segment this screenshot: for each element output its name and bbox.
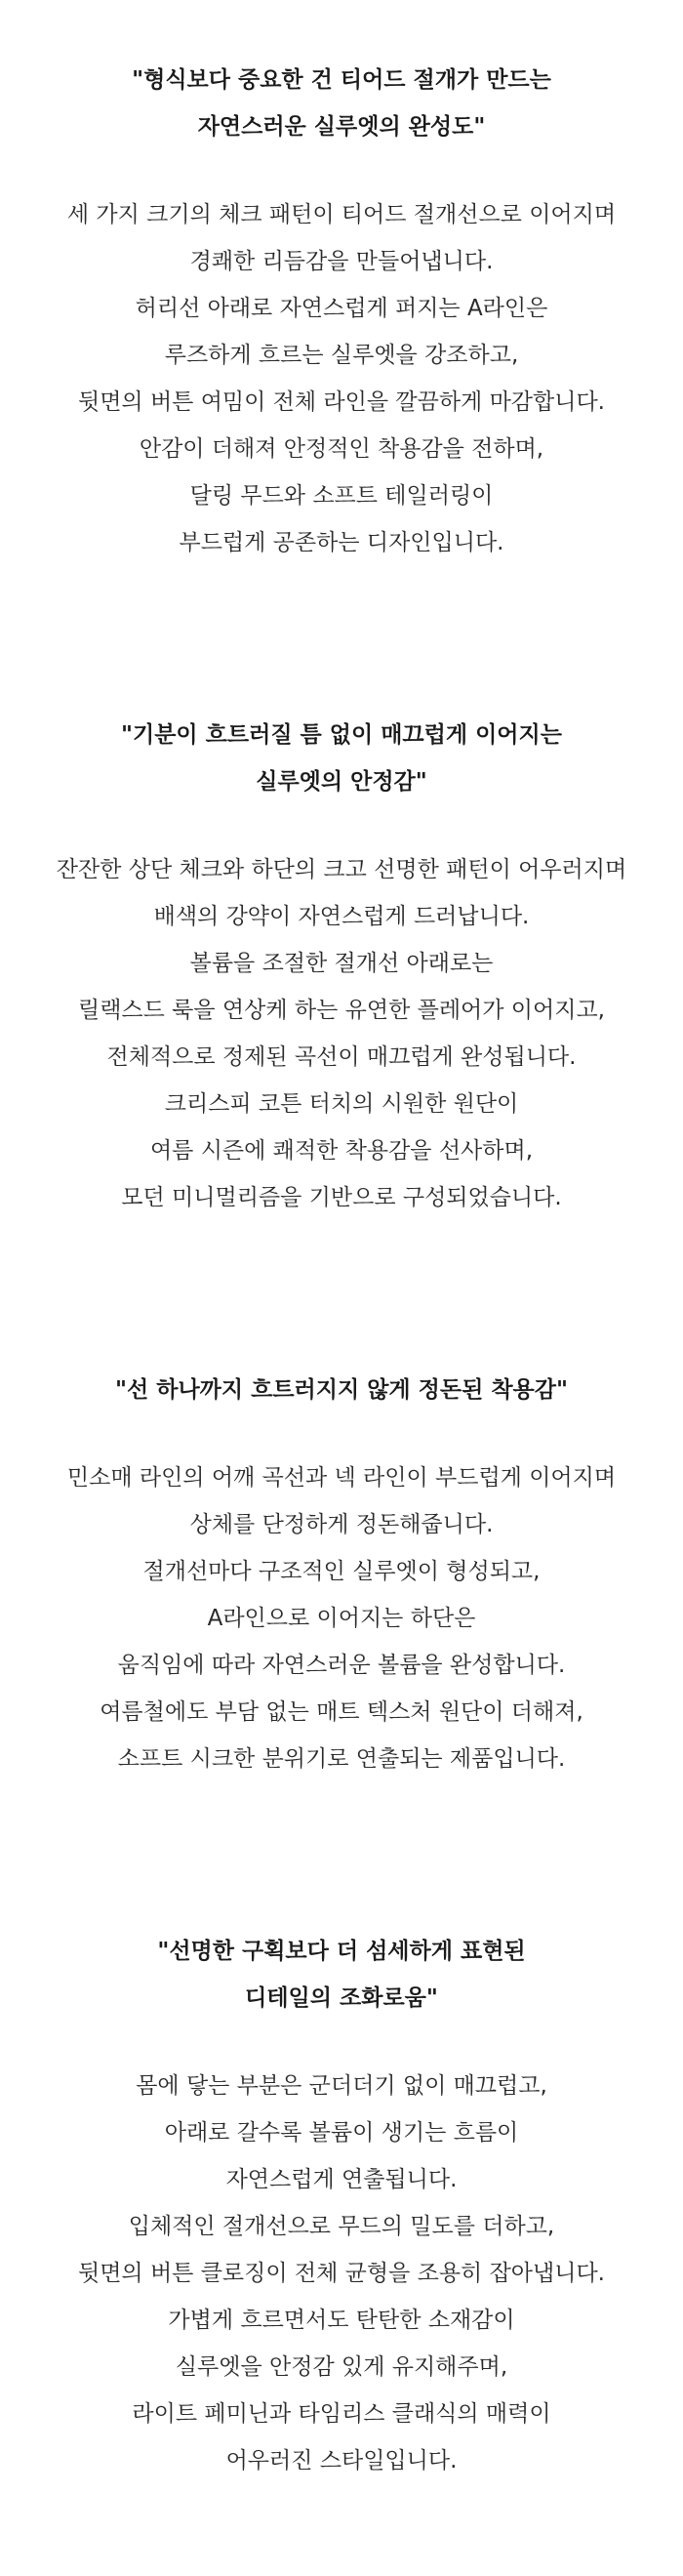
- description-section-4: [0, 1928, 683, 2484]
- section-body: [0, 191, 683, 566]
- section-body-line: 경쾌한 리듬감을 만들어냅니다.: [189, 249, 494, 274]
- section-body: [0, 2063, 683, 2484]
- section-body-line: 잔잔한 상단 체크와 하단의 크고 선명한 패턴이 어우러지며: [56, 857, 627, 882]
- section-body-line: 민소매 라인의 어깨 곡선과 넥 라인이 부드럽게 이어지며: [66, 1465, 617, 1491]
- section-body-line: 루즈하게 흐르는 실루엣을 강조하고,: [164, 343, 519, 368]
- section-body-line: A라인으로 이어지는 하단은: [207, 1606, 476, 1631]
- section-body-line: 절개선마다 구조적인 실루엣이 형성되고,: [142, 1559, 541, 1584]
- section-body: [0, 1454, 683, 1782]
- section-body-line: 가볍게 흐르면서도 탄탄한 소재감이: [168, 2308, 515, 2333]
- section-body-line: 달링 무드와 소프트 테일러링이: [189, 483, 494, 509]
- section-body-line: 릴랙스드 룩을 연상케 하는 유연한 플레어가 이어지고,: [78, 998, 605, 1023]
- section-body-line: 아래로 갈수록 볼륨이 생기는 흐름이: [164, 2120, 519, 2146]
- section-body-line: 여름 시즌에 쾌적한 착용감을 선사하며,: [149, 1138, 534, 1164]
- description-section-3: [0, 1367, 683, 1782]
- section-body-line: 배색의 강약이 자연스럽게 드러납니다.: [153, 904, 530, 929]
- section-title-line: "형식보다 중요한 건 티어드 절개가 만드는: [132, 67, 551, 93]
- section-title: [0, 712, 683, 805]
- section-title: [0, 1928, 683, 2022]
- section-body: [0, 846, 683, 1221]
- section-body-line: 어우러진 스타일입니다.: [225, 2448, 458, 2474]
- section-title-line: "기분이 흐트러질 틈 없이 매끄럽게 이어지는: [121, 722, 562, 748]
- section-title-line: "선명한 구획보다 더 섬세하게 표현된: [157, 1939, 526, 1964]
- section-title-line: 실루엣의 안정감": [256, 769, 427, 795]
- section-body-line: 라이트 페미닌과 타임리스 클래식의 매력이: [132, 2401, 551, 2427]
- section-body-line: 안감이 더해져 안정적인 착용감을 전하며,: [139, 436, 544, 462]
- section-title-line: 디테일의 조화로움": [245, 1985, 438, 2011]
- section-body-line: 볼륨을 조절한 절개선 아래로는: [189, 951, 494, 976]
- section-body-line: 허리선 아래로 자연스럽게 퍼지는 A라인은: [135, 296, 548, 321]
- section-body-line: 세 가지 크기의 체크 패턴이 티어드 절개선으로 이어지며: [66, 202, 617, 227]
- section-body-line: 크리스피 코튼 터치의 시원한 원단이: [164, 1091, 519, 1117]
- section-body-line: 실루엣을 안정감 있게 유지해주며,: [175, 2354, 508, 2380]
- section-body-line: 소프트 시크한 분위기로 연출되는 제품입니다.: [117, 1746, 566, 1772]
- section-title: [0, 1367, 683, 1413]
- section-body-line: 자연스럽게 연출됩니다.: [225, 2167, 458, 2192]
- section-body-line: 뒷면의 버튼 여밈이 전체 라인을 깔끔하게 마감합니다.: [78, 389, 605, 415]
- section-body-line: 움직임에 따라 자연스러운 볼륨을 완성합니다.: [117, 1653, 566, 1678]
- section-title: [0, 57, 683, 150]
- section-body-line: 여름철에도 부담 없는 매트 텍스처 원단이 더해져,: [100, 1699, 583, 1725]
- description-section-1: [0, 57, 683, 566]
- section-body-line: 입체적인 절개선으로 무드의 밀도를 더하고,: [128, 2214, 555, 2239]
- section-body-line: 몸에 닿는 부분은 군더더기 없이 매끄럽고,: [136, 2073, 547, 2099]
- section-body-line: 뒷면의 버튼 클로징이 전체 균형을 조용히 잡아냅니다.: [78, 2261, 605, 2286]
- section-title-line: "선 하나까지 흐트러지지 않게 정돈된 착용감": [115, 1377, 568, 1403]
- description-section-2: [0, 712, 683, 1221]
- section-body-line: 모던 미니멀리즘을 기반으로 구성되었습니다.: [121, 1185, 562, 1210]
- section-body-line: 상체를 단정하게 정돈해줍니다.: [189, 1512, 494, 1537]
- section-body-line: 부드럽게 공존하는 디자인입니다.: [179, 530, 504, 555]
- section-title-line: 자연스러운 실루엣의 완성도": [197, 114, 486, 140]
- section-body-line: 전체적으로 정제된 곡선이 매끄럽게 완성됩니다.: [106, 1044, 577, 1070]
